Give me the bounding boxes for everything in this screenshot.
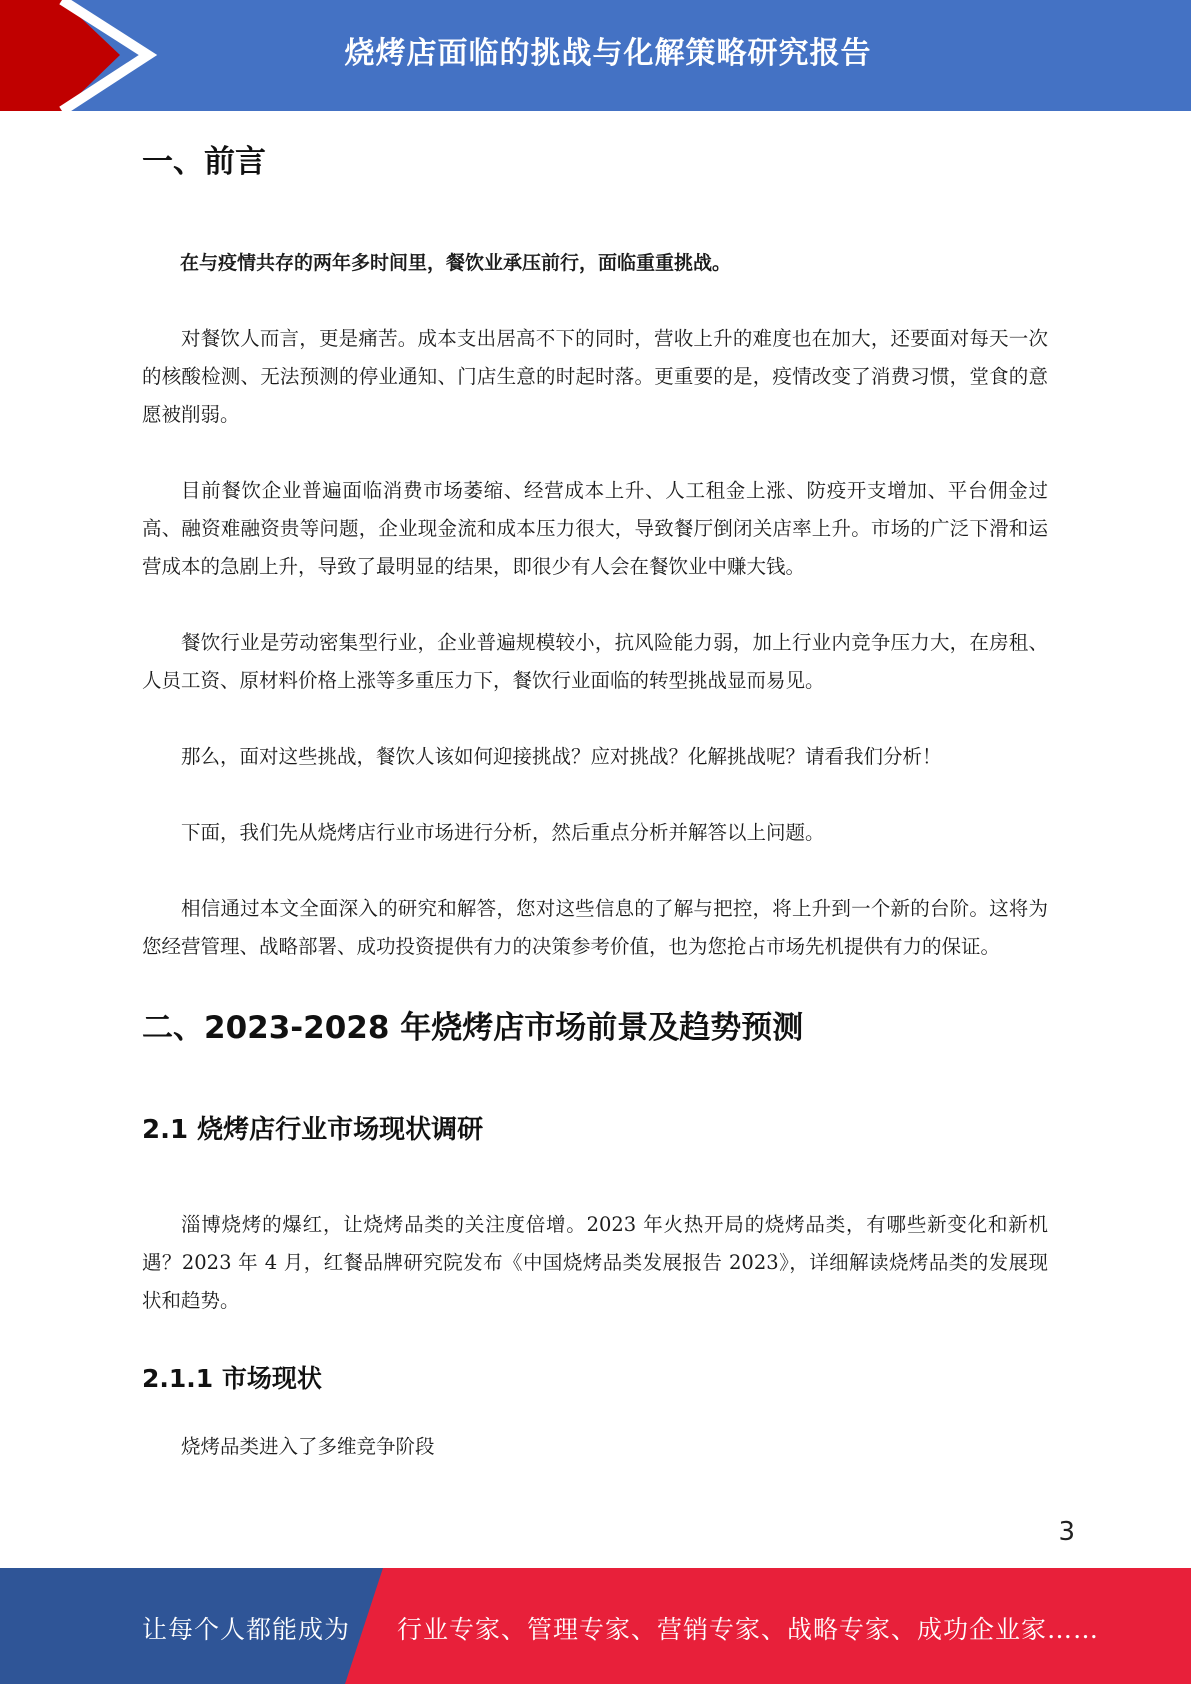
- section-2-1-heading: 2.1 烧烤店行业市场现状调研: [142, 1115, 484, 1145]
- intro-paragraph-4: 餐饮行业是劳动密集型行业，企业普遍规模较小，抗风险能力弱，加上行业内竞争压力大，在房租、人员工资、原材料价格上涨等多重压力下，餐饮行业面临的转型挑战显而易见。: [142, 631, 1048, 692]
- intro-paragraph-5: 那么，面对这些挑战，餐饮人该如何迎接挑战？应对挑战？化解挑战呢？请看我们分析！: [181, 745, 942, 768]
- footer-slogan-right: 行业专家、管理专家、营销专家、战略专家、成功企业家……: [397, 1615, 1100, 1644]
- section-2-1-1-heading: 2.1.1 市场现状: [142, 1364, 322, 1393]
- footer-slogan-left: 让每个人都能成为: [142, 1615, 351, 1644]
- intro-paragraph-3: 目前餐饮企业普遍面临消费市场萎缩、经营成本上升、人工租金上涨、防疫开支增加、平台佣金过高、融资难融资贵等问题，企业现金流和成本压力很大，导致餐厅倒闭关店率上升。市场的广泛下滑和运营成本的急剧上升，导致了最明显的结果，即很少有人会在餐饮业中赚大钱。: [142, 479, 1048, 578]
- section-2-1-1-paragraph: 烧烤品类进入了多维竞争阶段: [181, 1435, 435, 1458]
- document-body: [142, 140, 1048, 1466]
- section-2-1-paragraph: 淄博烧烤的爆红，让烧烤品类的关注度倍增。2023 年火热开局的烧烤品类，有哪些新变化和新机遇？2023 年 4 月，红餐品牌研究院发布《中国烧烤品类发展报告 2023》，详细解读烧烤品类的发展现状和趋势。: [142, 1213, 1048, 1312]
- intro-paragraph-7: 相信通过本文全面深入的研究和解答，您对这些信息的了解与把控，将上升到一个新的台阶。这将为您经营管理、战略部署、成功投资提供有力的决策参考价值，也为您抢占市场先机提供有力的保证。: [142, 897, 1048, 958]
- page-number: 3: [1058, 1517, 1075, 1547]
- section-1-heading: 一、前言: [142, 144, 266, 180]
- intro-paragraph-6: 下面，我们先从烧烤店行业市场进行分析，然后重点分析并解答以上问题。: [181, 821, 825, 844]
- page-footer: [0, 1568, 1191, 1684]
- section-2-heading: 二、2023-2028 年烧烤店市场前景及趋势预测: [142, 1010, 804, 1046]
- intro-paragraph-2: 对餐饮人而言，更是痛苦。成本支出居高不下的同时，营收上升的难度也在加大，还要面对每天一次的核酸检测、无法预测的停业通知、门店生意的时起时落。更重要的是，疫情改变了消费习惯，堂食的意愿被削弱。: [142, 327, 1048, 426]
- header-title: 烧烤店面临的挑战与化解策略研究报告: [344, 36, 872, 71]
- page-header: [0, 0, 1191, 111]
- intro-lead-paragraph: 在与疫情共存的两年多时间里，餐饮业承压前行，面临重重挑战。: [180, 252, 732, 274]
